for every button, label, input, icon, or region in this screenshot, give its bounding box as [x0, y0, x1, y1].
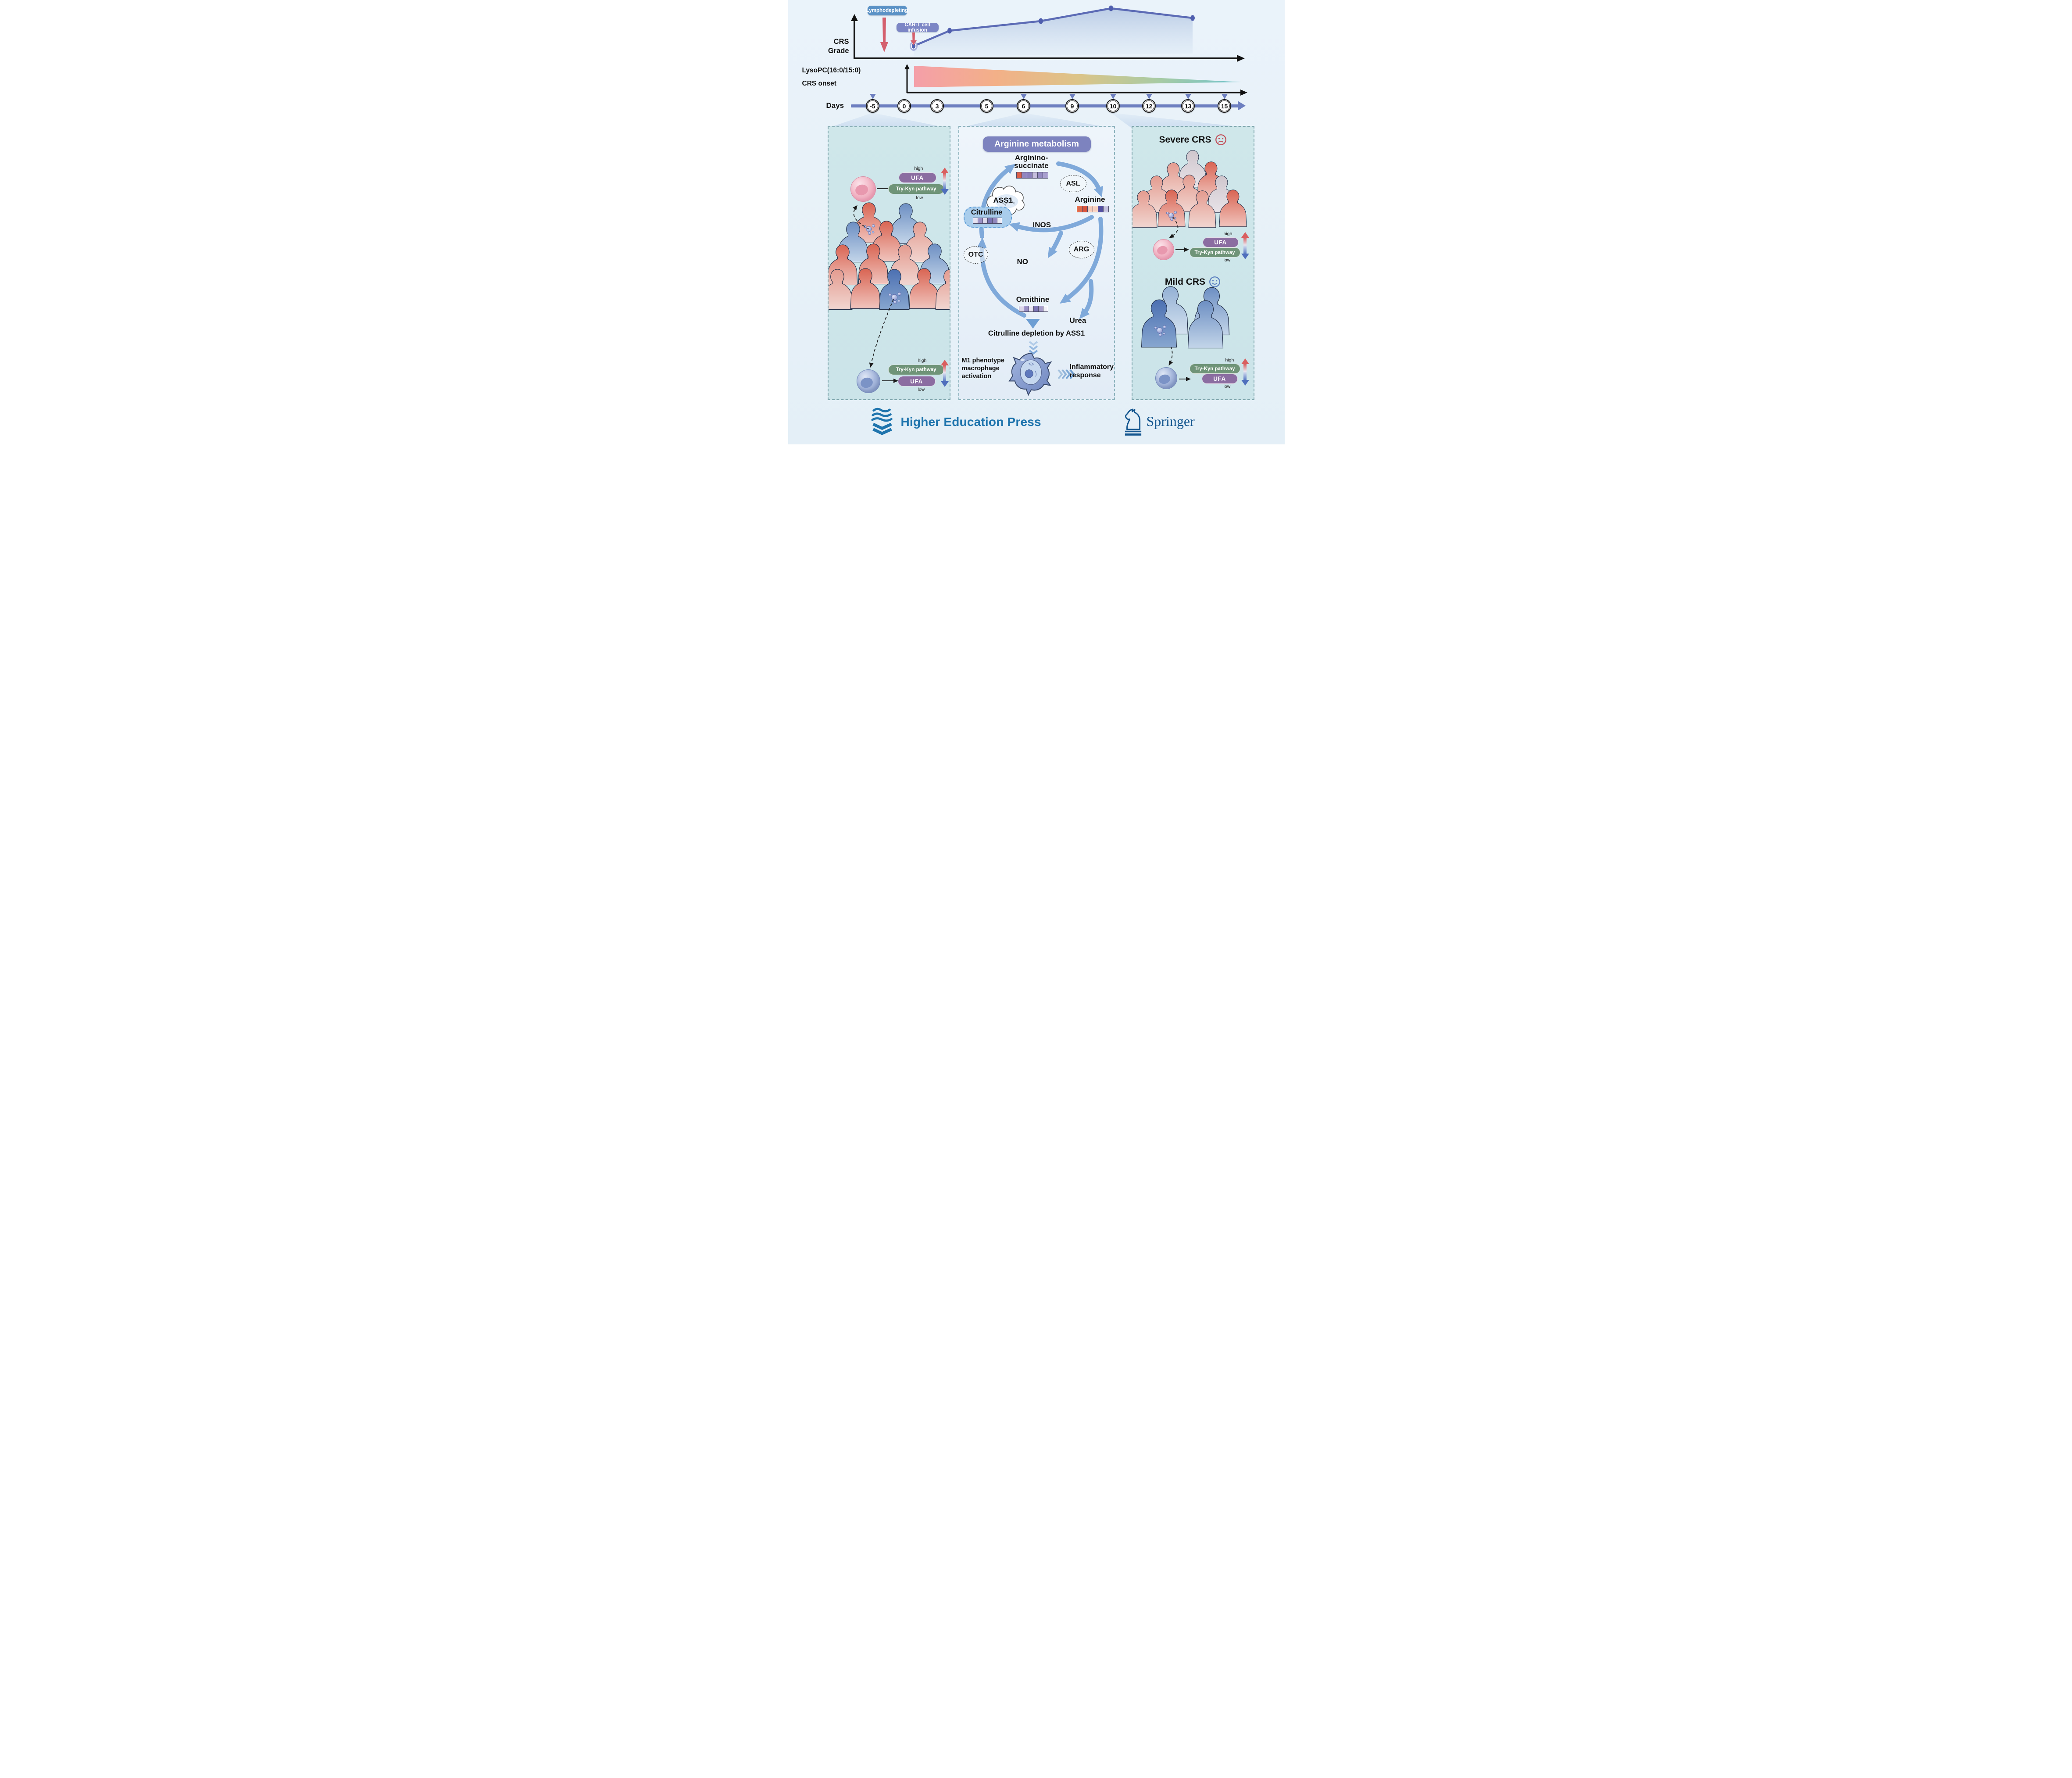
inos-enzyme: iNOS: [1032, 221, 1051, 229]
hep-logo-icon: [870, 407, 896, 437]
lymphodepleting-arrow-icon: [880, 18, 888, 52]
day-circle: [980, 99, 993, 113]
immune-cell-icon: [857, 369, 880, 393]
argininosuccinate-label: Arginino- succinate: [1014, 154, 1049, 170]
hep-wordmark: Higher Education Press: [900, 415, 1041, 429]
citrulline-label: Citrulline: [971, 208, 1003, 216]
day-value: 9: [1067, 100, 1078, 111]
lymphodepleting-badge: Lymphodepleting: [868, 6, 907, 15]
day-value: 12: [1143, 100, 1154, 111]
day-value: -5: [867, 100, 878, 111]
trykyn-badge: Try-Kyn pathway: [1190, 364, 1240, 374]
high-low-arrow-icon: [941, 360, 949, 387]
red-blood-cell-icon: [850, 176, 876, 202]
down-arrow-icon: [1026, 319, 1040, 329]
argininosuccinate-heatmap: [1016, 172, 1048, 179]
timeline-arrow-icon: [1238, 101, 1246, 111]
day-value: 15: [1219, 100, 1230, 111]
day-value: 3: [932, 100, 943, 111]
lysopc-gradient-wedge: [914, 66, 1241, 87]
ufa-badge: UFA: [1202, 374, 1238, 384]
x-axis-arrow-icon: [1237, 55, 1245, 62]
arginine-metabolism-panel: [958, 126, 1115, 400]
urea-label: Urea: [1069, 316, 1086, 325]
day-value: 6: [1018, 100, 1029, 111]
day-circle: [930, 99, 944, 113]
outcome-arrows: [1132, 127, 1254, 399]
low-label: low: [1223, 258, 1231, 263]
high-label: high: [918, 358, 927, 363]
ufa-badge: UFA: [1203, 237, 1239, 247]
day-circle: [866, 99, 879, 113]
days-label: Days: [826, 101, 844, 110]
day-circle: [1017, 99, 1030, 113]
asl-enzyme: ASL: [1060, 175, 1086, 192]
arg-enzyme: ARG: [1069, 241, 1094, 258]
low-label: low: [918, 387, 925, 392]
outcome-panel: [1132, 126, 1254, 400]
mild-crs-title: Mild CRS: [1132, 276, 1254, 288]
lysopc-label: LysoPC(16:0/15:0): [802, 67, 861, 74]
m1-activation-label: M1 phenotype macrophage activation: [961, 357, 1004, 380]
ass1-enzyme: ASS1: [993, 196, 1013, 204]
low-label: low: [1223, 384, 1231, 389]
high-label: high: [914, 166, 923, 171]
timeline-marker-icon: [870, 94, 876, 99]
day-circle: [1218, 99, 1231, 113]
timeline-marker-icon: [1222, 94, 1228, 99]
day-value: 0: [899, 100, 910, 111]
macrophage-icon: [1007, 350, 1056, 397]
day-value: 10: [1107, 100, 1118, 111]
day-circle: [897, 99, 911, 113]
crs-grade-line-chart: [777, 0, 1295, 132]
ornithine-label: Ornithine: [1016, 295, 1050, 304]
lysopc-y-arrow-icon: [904, 64, 910, 69]
day-value: 13: [1182, 100, 1193, 111]
inflammatory-response-label: Inflammatory response: [1069, 363, 1114, 379]
arginine-heatmap: [1077, 206, 1109, 212]
y-axis-label: CRS Grade: [828, 38, 849, 55]
ufa-badge: UFA: [899, 172, 936, 183]
day-circle: [1065, 99, 1079, 113]
trykyn-badge: Try-Kyn pathway: [888, 184, 944, 194]
day-circle: [1181, 99, 1195, 113]
low-label: low: [916, 195, 923, 200]
figure-canvas: [777, 0, 1295, 444]
timeline-marker-icon: [1146, 94, 1152, 99]
crs-onset-label: CRS onset: [802, 80, 836, 87]
red-blood-cell-icon: [1153, 239, 1174, 260]
arginine-label: Arginine: [1075, 195, 1105, 204]
trykyn-badge: Try-Kyn pathway: [888, 365, 944, 375]
baseline-panel: [828, 126, 950, 400]
timeline-marker-icon: [1110, 94, 1116, 99]
high-low-arrow-icon: [1241, 232, 1249, 259]
high-label: high: [1223, 231, 1232, 236]
lysopc-x-arrow-icon: [1240, 89, 1247, 96]
cart-infusion-badge: CAR-T cell infusion: [897, 23, 939, 32]
timeline-marker-icon: [1069, 94, 1075, 99]
day-value: 5: [981, 100, 992, 111]
timeline-marker-icon: [1185, 94, 1191, 99]
high-low-arrow-icon: [941, 168, 949, 195]
mild-crowd: [1132, 286, 1254, 355]
high-label: high: [1225, 358, 1234, 363]
springer-logo-icon: [1121, 408, 1142, 436]
baseline-arrows: [829, 127, 950, 399]
panel-title-badge: Arginine metabolism: [983, 136, 1091, 152]
timeline-marker-icon: [1021, 94, 1027, 99]
day-circle: [1106, 99, 1120, 113]
day-circle: [1142, 99, 1156, 113]
high-low-arrow-icon: [1241, 358, 1249, 386]
trykyn-badge: Try-Kyn pathway: [1190, 247, 1240, 258]
otc-enzyme: OTC: [964, 246, 988, 264]
citrulline-heatmap: [973, 218, 1002, 224]
ornithine-heatmap: [1019, 306, 1048, 312]
severe-crs-title: Severe CRS: [1132, 134, 1254, 146]
no-label: NO: [1017, 258, 1028, 266]
springer-wordmark: Springer: [1146, 413, 1195, 429]
y-axis-arrow-icon: [851, 14, 858, 21]
ufa-badge: UFA: [898, 376, 936, 386]
citrulline-depletion-caption: Citrulline depletion by ASS1: [988, 329, 1085, 337]
immune-cell-icon: [1155, 367, 1177, 389]
